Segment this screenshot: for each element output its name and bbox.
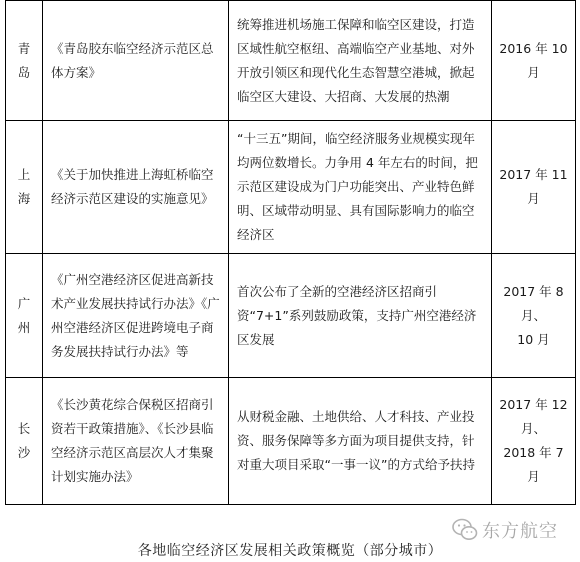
date-cell xyxy=(492,254,576,378)
date-line: 2017 年 12 月、 xyxy=(499,397,568,436)
table-caption: 各地临空经济区发展相关政策概览（部分城市） xyxy=(137,543,443,559)
table-row xyxy=(6,254,576,378)
content-cell: “十三五”期间，临空经济服务业规模实现年均两位数增长。力争用 4 年左右的时间，把示范区建设成为门户功能突出、产业特色鲜明、区域带动明显、具有国际影响力的临空经济区 xyxy=(229,121,492,254)
content-cell: 从财税金融、土地供给、人才科技、产业投资、服务保障等多方面为项目提供支持，针对重大项目采取“一事一议”的方式给予扶持 xyxy=(229,378,492,505)
document-cell: 《广州空港经济区促进高新技术产业发展扶持试行办法》《广州空港经济区促进跨境电子商务发展扶持试行办法》等 xyxy=(43,254,229,378)
date-cell xyxy=(492,378,576,505)
city-char: 沙 xyxy=(17,445,31,460)
date-line: 10 月 xyxy=(517,331,550,347)
content-cell: 统筹推进机场施工保障和临空区建设，打造区域性航空枢纽、高端临空产业基地、对外开放引领区和现代化生态智慧空港城，掀起临空区大建设、大招商、大发展的热潮 xyxy=(229,1,492,121)
policy-table xyxy=(5,0,576,505)
city-char: 广 xyxy=(17,295,31,311)
date-line: 2016 年 10 月 xyxy=(499,40,568,80)
table-row xyxy=(6,378,576,505)
date-cell xyxy=(492,121,576,254)
document-cell: 《青岛胶东临空经济示范区总体方案》 xyxy=(43,1,229,121)
city-cell xyxy=(6,254,43,378)
city-char: 上 xyxy=(17,167,31,182)
city-cell xyxy=(6,121,43,254)
date-line: 2017 年 11 月 xyxy=(499,167,568,206)
table-row xyxy=(6,1,576,121)
city-cell xyxy=(6,378,43,505)
city-char: 长 xyxy=(17,421,31,436)
city-char: 海 xyxy=(17,191,31,206)
document-cell: 《关于加快推进上海虹桥临空经济示范区建设的实施意见》 xyxy=(43,121,229,254)
city-cell xyxy=(6,1,43,121)
table-row xyxy=(6,121,576,254)
date-line: 2017 年 8 月、 xyxy=(503,283,564,323)
document-cell: 《长沙黄花综合保税区招商引资若干政策措施》、《长沙县临空经济示范区高层次人才集聚计划实施办法》 xyxy=(43,378,229,505)
city-char: 青 xyxy=(17,40,31,56)
watermark-text: 东方航空 xyxy=(482,521,558,542)
city-char: 岛 xyxy=(17,64,31,80)
date-line: 2018 年 7 月 xyxy=(503,445,564,484)
wechat-logo-icon xyxy=(452,518,478,542)
content-cell: 首次公布了全新的空港经济区招商引资“7+1”系列鼓励政策，支持广州空港经济区发展 xyxy=(229,254,492,378)
date-cell xyxy=(492,1,576,121)
city-char: 州 xyxy=(17,319,31,335)
